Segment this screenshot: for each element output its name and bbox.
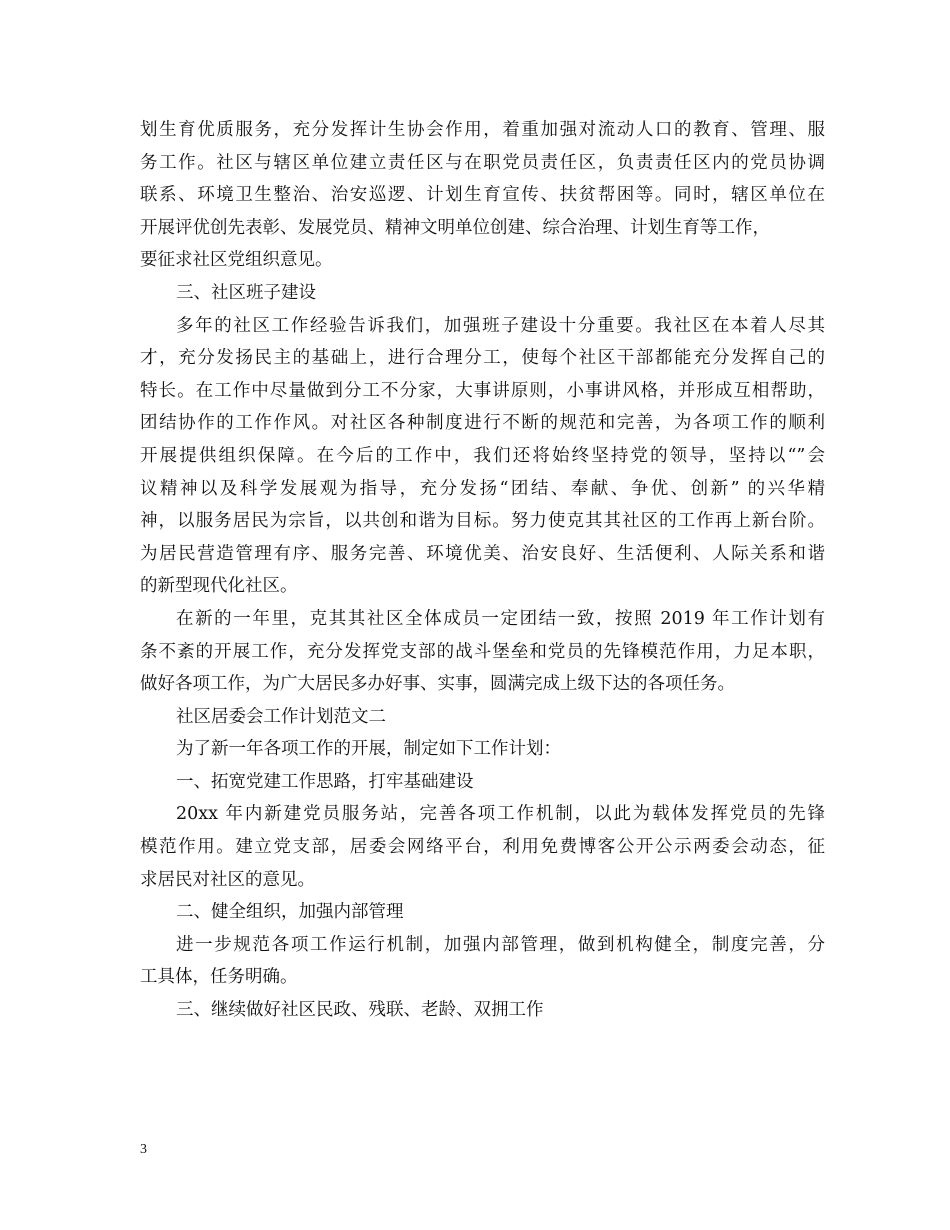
body-text	[140, 114, 825, 1027]
text-line: 议精神以及科学发展观为指导，充分发扬“团结、奉献、争优、创新” 的兴华精	[140, 478, 825, 499]
text-line: 模范作用。建立党支部，居委会网络平台，利用免费博客公开公示两委会动态，征	[140, 837, 825, 858]
text-line: 团结协作的工作作风。对社区各种制度进行不断的规范和完善，为各项工作的顺利	[140, 413, 825, 434]
text-line: 才，充分发扬民主的基础上，进行合理分工，使每个社区干部都能充分发挥自己的	[140, 348, 825, 369]
text-line: 二、健全组织，加强内部管理	[176, 902, 404, 923]
text-line: 开展提供组织保障。在今后的工作中，我们还将始终坚持党的领导，坚持以“”会	[140, 445, 825, 466]
text-line: 做好各项工作，为广大居民多办好事、实事，圆满完成上级下达的各项任务。	[140, 674, 735, 695]
text-line: 特长。在工作中尽量做到分工不分家，大事讲原则，小事讲风格，并形成互相帮助，	[140, 380, 825, 401]
text-line: 划生育优质服务，充分发挥计生协会作用，着重加强对流动人口的教育、管理、服	[140, 120, 825, 140]
text-line: 进一步规范各项工作运行机制，加强内部管理，做到机构健全，制度完善，分	[176, 934, 825, 955]
text-line: 为居民营造管理有序、服务完善、环境优美、治安良好、生活便利、人际关系和谐	[140, 543, 825, 564]
text-line: 在新的一年里，克其其社区全体成员一定团结一致，按照 2019 年工作计划有	[176, 608, 825, 629]
text-line: 一、拓宽党建工作思路，打牢基础建设	[176, 771, 474, 792]
text-line: 开展评优创先表彰、发展党员、精神文明单位创建、综合治理、计划生育等工作，	[140, 217, 770, 238]
text-line: 的新型现代化社区。	[140, 576, 298, 597]
text-line: 务工作。社区与辖区单位建立责任区与在职党员责任区，负责责任区内的党员协调	[140, 152, 825, 173]
text-line: 社区居委会工作计划范文二	[176, 706, 386, 727]
text-line: 工具体，任务明确。	[140, 967, 298, 988]
text-line: 三、社区班子建设	[176, 282, 316, 303]
text-line: 三、继续做好社区民政、残联、老龄、双拥工作	[176, 1000, 544, 1021]
text-line: 联系、环境卫生整治、治安巡逻、计划生育宣传、扶贫帮困等。同时，辖区单位在	[140, 185, 825, 206]
text-line: 要征求社区党组织意见。	[140, 250, 333, 271]
text-line: 求居民对社区的意见。	[140, 869, 315, 890]
text-line: 20xx 年内新建党员服务站，完善各项工作机制，以此为载体发挥党员的先锋	[176, 804, 825, 825]
page-number: 3	[140, 1142, 147, 1157]
text-line: 条不紊的开展工作，充分发挥党支部的战斗堡垒和党员的先锋模范作用，力足本职，	[140, 641, 825, 662]
text-line: 神，以服务居民为宗旨，以共创和谐为目标。努力使克其其社区的工作再上新台阶。	[140, 511, 825, 532]
text-line: 为了新一年各项工作的开展，制定如下工作计划：	[176, 739, 561, 760]
text-line: 多年的社区工作经验告诉我们，加强班子建设十分重要。我社区在本着人尽其	[176, 315, 825, 336]
